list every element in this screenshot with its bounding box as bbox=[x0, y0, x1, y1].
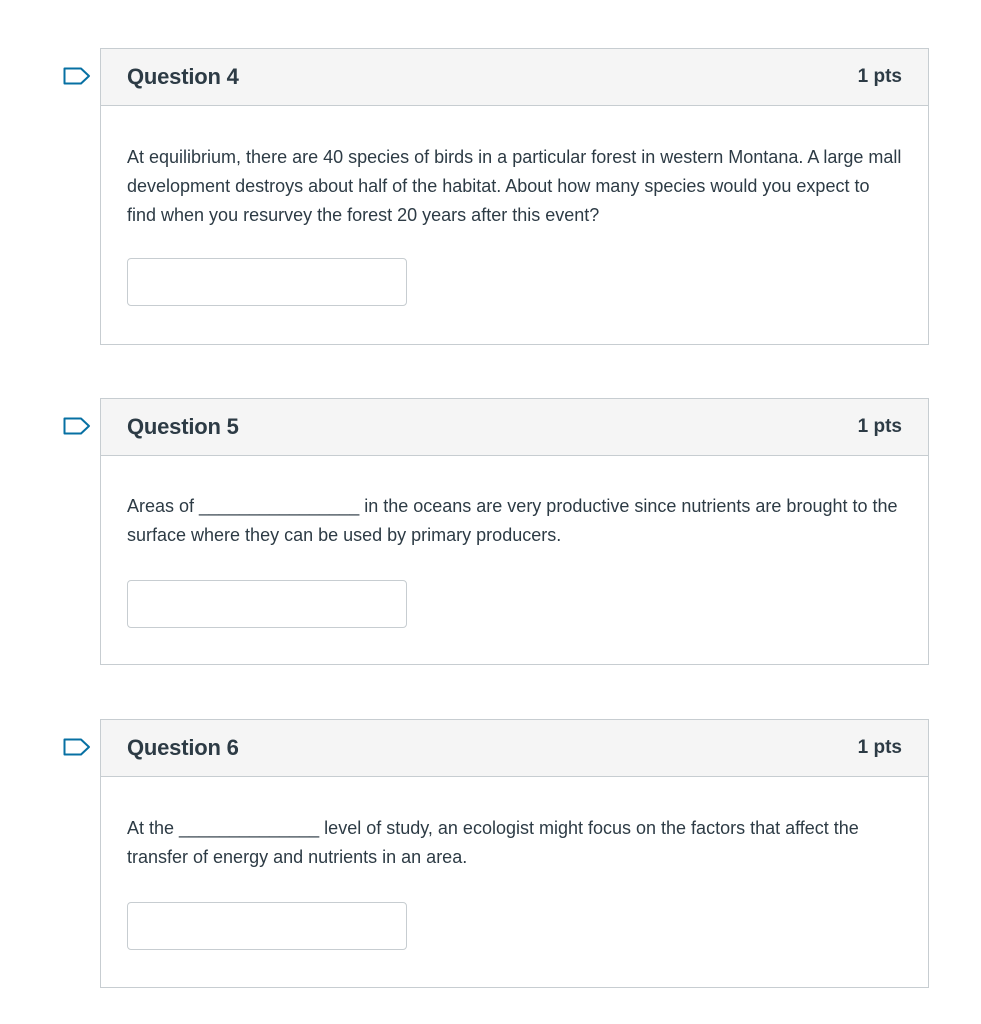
question-text: Areas of ________________ in the oceans are very productive since nutrients are brought to the surface where they can be used by primary producers. bbox=[127, 496, 898, 545]
question-header bbox=[101, 399, 928, 456]
question-title: Question 5 bbox=[127, 414, 239, 439]
answer-input[interactable] bbox=[127, 580, 407, 628]
question-header bbox=[101, 49, 928, 106]
question-points: 1 pts bbox=[857, 416, 902, 437]
question-body bbox=[101, 456, 928, 664]
question-points: 1 pts bbox=[857, 737, 902, 758]
question-body bbox=[101, 777, 928, 987]
question-card bbox=[100, 48, 929, 345]
question-header bbox=[101, 720, 928, 777]
question-points: 1 pts bbox=[857, 66, 902, 87]
answer-input[interactable] bbox=[127, 258, 407, 306]
question-title: Question 6 bbox=[127, 735, 239, 760]
flag-question-icon[interactable] bbox=[63, 67, 91, 85]
question-card bbox=[100, 719, 929, 988]
question-title: Question 4 bbox=[127, 64, 239, 89]
flag-question-icon[interactable] bbox=[63, 417, 91, 435]
flag-question-icon[interactable] bbox=[63, 738, 91, 756]
question-card bbox=[100, 398, 929, 665]
question-text: At equilibrium, there are 40 species of birds in a particular forest in western Montana. A large mall development destroys about half of the habitat. About how many species would you expect to find when you resurvey the forest 20 years after this event? bbox=[127, 147, 902, 225]
question-text: At the ______________ level of study, an ecologist might focus on the factors that affect the transfer of energy and nutrients in an area. bbox=[127, 818, 859, 867]
question-body bbox=[101, 106, 928, 344]
answer-input[interactable] bbox=[127, 902, 407, 950]
